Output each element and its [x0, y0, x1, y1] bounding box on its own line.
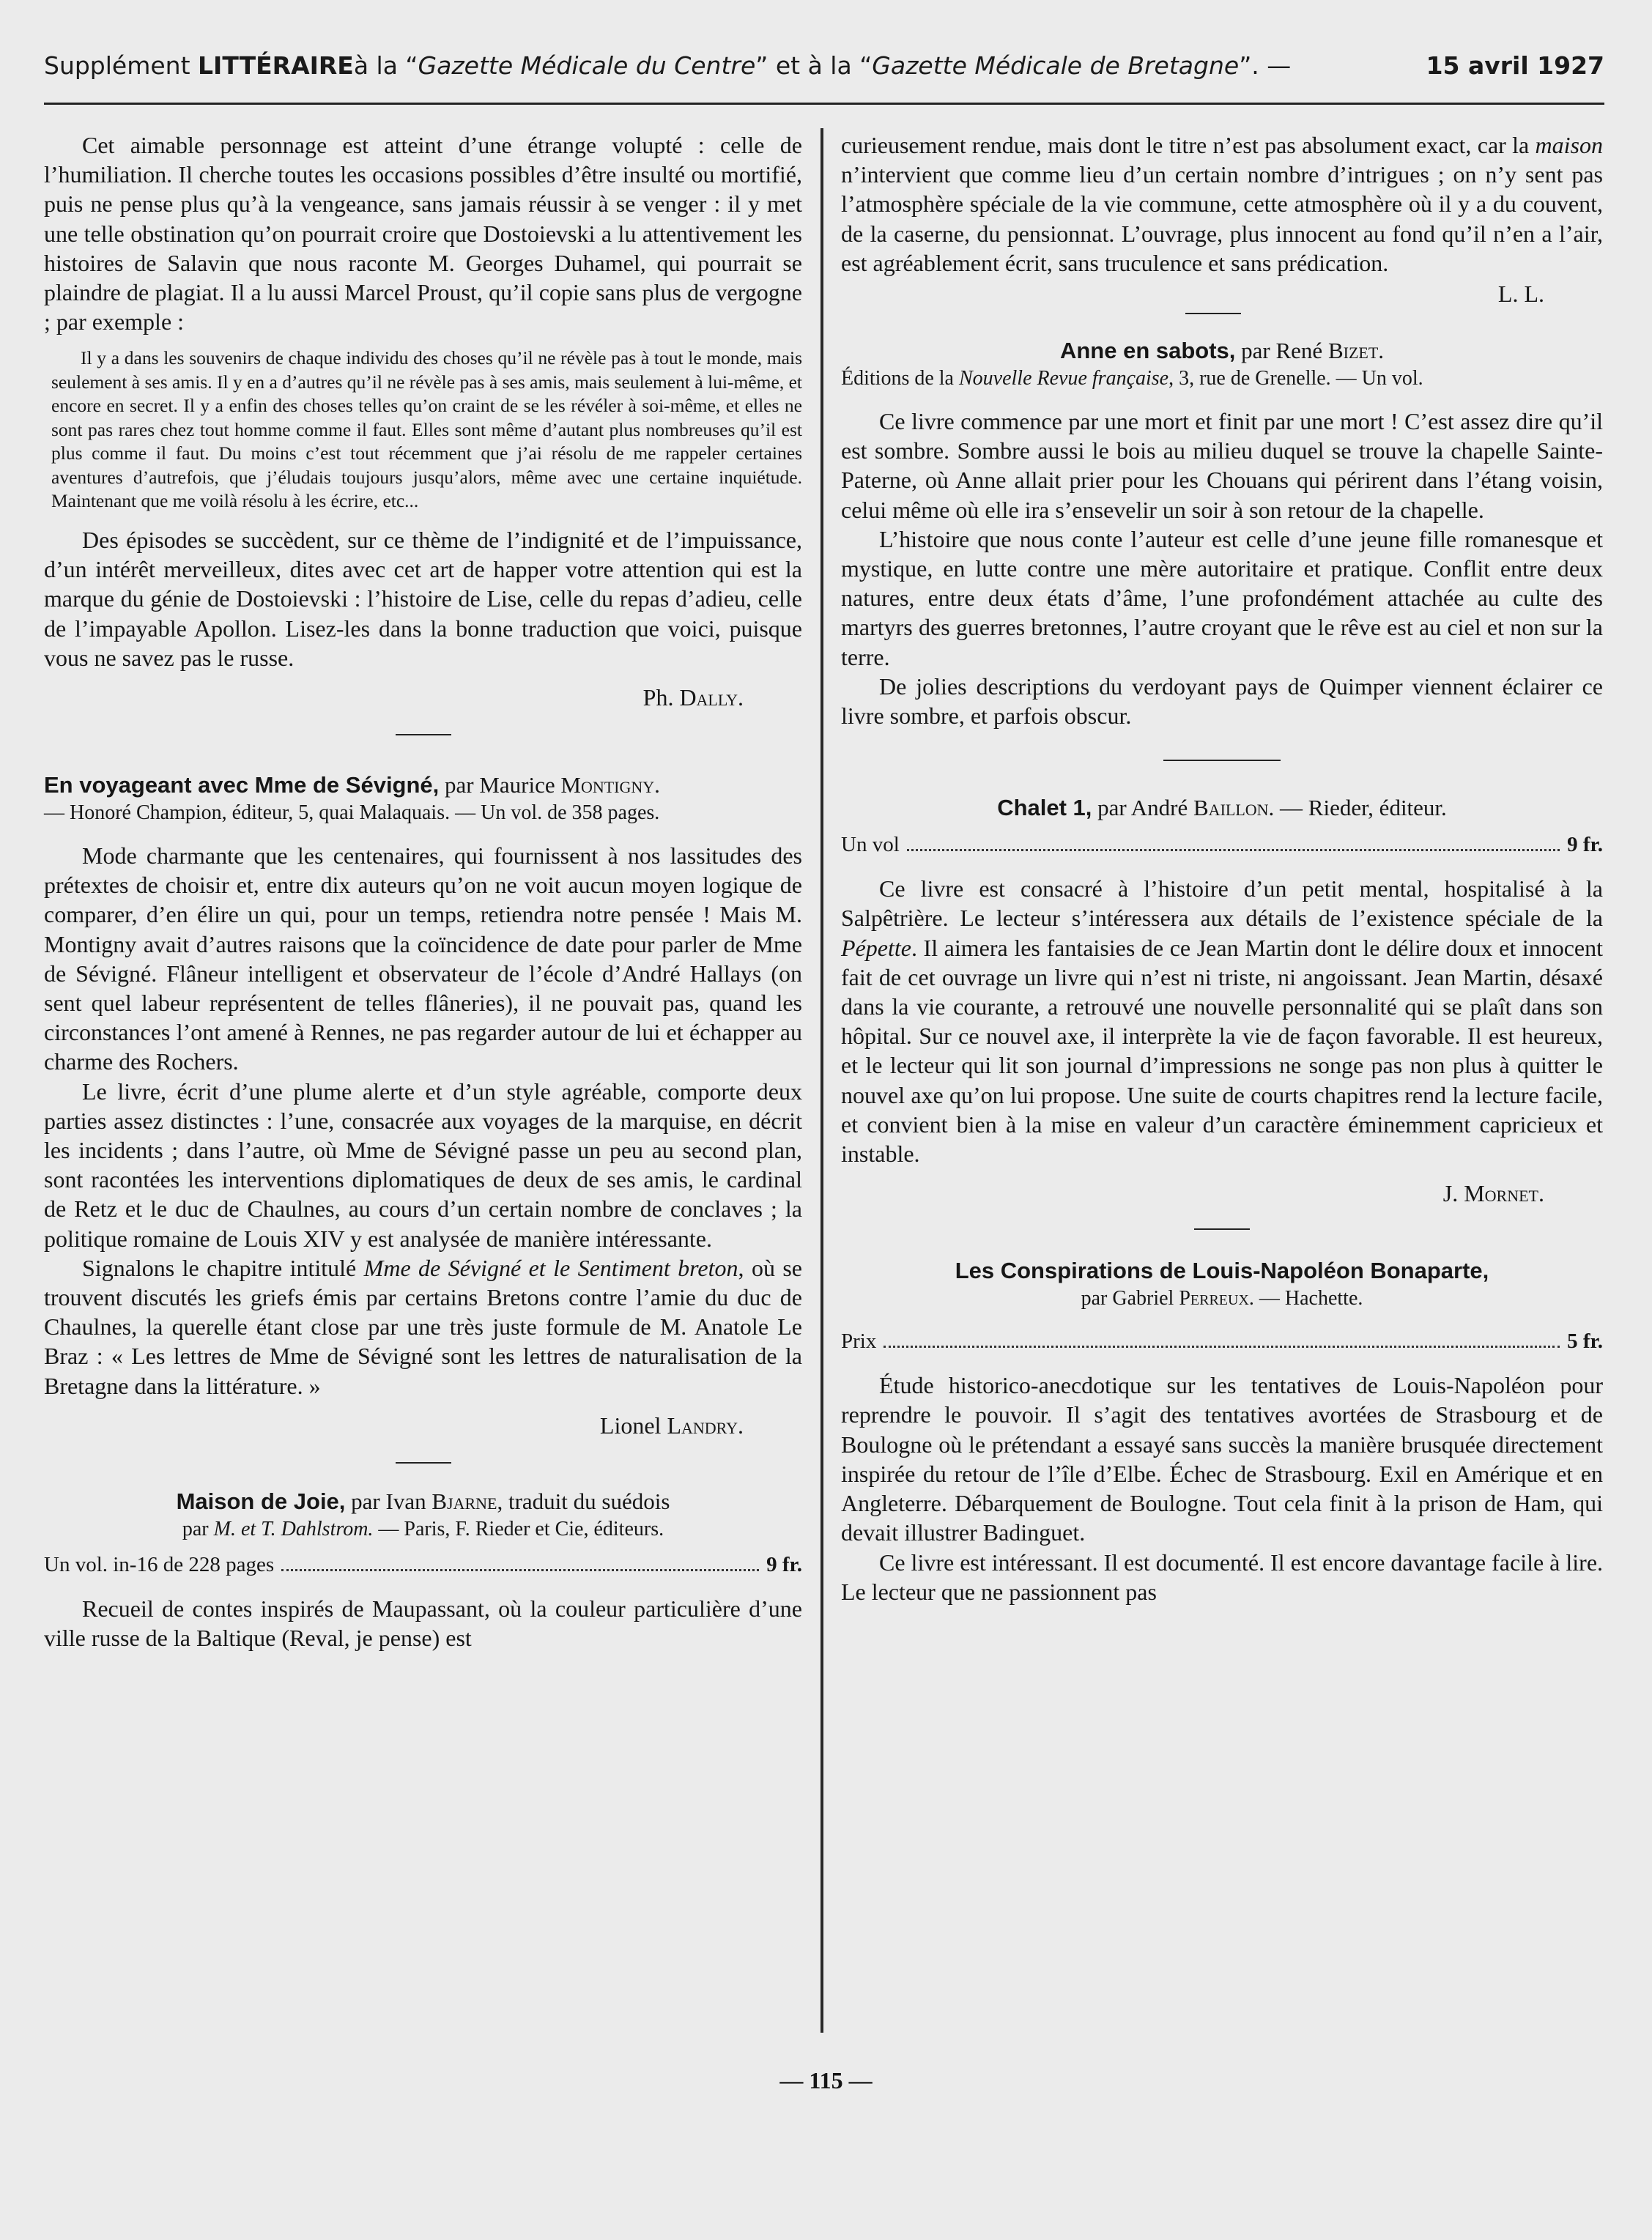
- napoleon-pub-a: par Gabriel: [1081, 1287, 1179, 1310]
- running-header: [44, 51, 1604, 95]
- sig-last: Mornet.: [1464, 1180, 1544, 1207]
- anne-publisher: [841, 366, 1603, 392]
- joie-cont-b: n’intervient que comme lieu d’un certain nombre d’intrigues ; on n’y sent pas l’atmosphère spéciale de la vie commune, cette atmosphère où il y a du couvent, de la caserne, du pensionnat. L’ouvrage, plus innocent au fond qu’il n’en a l’air, est agréablement écrit, sans truculence et sans prédication.: [841, 161, 1603, 276]
- sig-last: Landry.: [667, 1412, 744, 1439]
- separator: [396, 1462, 451, 1464]
- sevigne-publisher: — Honoré Champion, éditeur, 5, quai Malaquais. — Un vol. de 358 pages.: [44, 801, 660, 824]
- sevigne-paragraph-1: Mode charmante que les centenaires, qui fournissent à nos lassitudes des prétextes de choisir et, entre dix auteurs qu’on ne voit aucun moyen logique de comparer, d’en élire un qui, pour un temps, retiendra notre pensée ! Mais M. Montigny avait d’autres raisons que la coïncidence de date pour parler de Mme de Sévigné. Flâneur intelligent et observateur de l’école d’André Hallays (on sent quel labeur représentent de telles flâneries), il ne pouvait pas, quand les circonstances l’ont amené à Rennes, ne pas regarder autour de lui et échapper au charme des Rochers.: [44, 842, 802, 1075]
- anne-title: [841, 336, 1603, 366]
- sevigne-title: [44, 771, 802, 800]
- joie-author: Bjarne: [431, 1488, 497, 1514]
- joie-paragraph-start: Recueil de contes inspirés de Maupassant, où la couleur particulière d’une ville russe de la Baltique (Reval, je pense) est: [44, 1595, 802, 1651]
- napoleon-price: 5 fr.: [1567, 1329, 1603, 1354]
- napoleon-pub-b: — Hachette.: [1253, 1287, 1363, 1310]
- chalet-title: [841, 793, 1603, 823]
- separator: [1163, 760, 1281, 761]
- left-column: [44, 130, 802, 1653]
- joie-price: 9 fr.: [766, 1552, 802, 1576]
- chalet-publisher: — Rieder, éditeur.: [1274, 795, 1447, 821]
- anne-by: par René: [1235, 338, 1328, 364]
- joie-pub-b: — Paris, F. Rieder et Cie, éditeurs.: [373, 1517, 664, 1540]
- joie-paragraph-continued: [841, 130, 1603, 278]
- joie-price-line: [44, 1550, 802, 1579]
- joie-title: [44, 1487, 802, 1516]
- joie-signature: L. L.: [1497, 281, 1544, 308]
- sig-first: J.: [1442, 1180, 1464, 1207]
- chalet-title-text: Chalet 1,: [997, 795, 1092, 821]
- header-gazette-centre: Gazette Médicale du Centre: [418, 51, 756, 80]
- dostoievski-paragraph-1: Cet aimable personnage est atteint d’une étrange volupté : celle de l’humiliation. Il cherche toutes les occasions possibles d’être insulté ou mortifié, puis ne pense plus qu’à la vengeance, sans jamais réussir à se venger : il y met une telle obstination qu’on pourrait croire que Dostoievski a lu attentivement les histoires de Salavin que nous raconte M. Georges Duhamel, qui pourrait se plaindre de plagiat. Il a lu aussi Marcel Proust, qu’il copie sans plus de vergogne ; par exemple :: [44, 132, 802, 335]
- header-mid3: ”. —: [1239, 51, 1292, 80]
- sevigne-signature: [44, 1409, 744, 1442]
- chalet-paragraph-1: [841, 874, 1603, 1168]
- anne-pub-a: Éditions de la: [841, 367, 959, 390]
- napoleon-price-line: [841, 1327, 1603, 1356]
- dot-leader: [281, 1569, 759, 1571]
- anne-paragraph-1: Ce livre commence par une mort et finit par une mort ! C’est assez dire qu’il est sombre. Sombre aussi le bois au milieu duquel se trouve la chapelle Sainte-Paterne, où Anne allait prier pour les Chouans qui périrent dans l’étang voisin, celui même où elle ira s’ensevelir un soir à son retour de la chapelle.: [841, 408, 1603, 523]
- napoleon-title: Les Conspirations de Louis-Napoléon Bonaparte,: [955, 1258, 1489, 1284]
- napoleon-author: Perreux.: [1179, 1287, 1254, 1310]
- joie-publisher: [44, 1516, 802, 1543]
- header-prefix: Supplément: [44, 51, 190, 80]
- chalet-signature: [841, 1177, 1544, 1209]
- napoleon-paragraph-2: Ce livre est intéressant. Il est documenté. Il est encore davantage facile à lire. Le lecteur que ne passionnent pas: [841, 1549, 1604, 1605]
- dostoievski-paragraph-2: Des épisodes se succèdent, sur ce thème de l’indignité et de l’impuissance, d’un intérêt merveilleux, dites avec cet art de happer votre attention qui est la marque du génie de Dostoievski : l’histoire de Lise, celle du repas d’adieu, celle de l’impayable Apollon. Lisez-les dans la bonne traduction que voici, puisque vous ne savez pas le russe.: [44, 526, 802, 671]
- separator: [396, 734, 451, 735]
- dot-leader: [907, 849, 1560, 851]
- anne-paragraph-3: De jolies descriptions du verdoyant pays de Quimper viennent éclairer ce livre sombre, et parfois obscur.: [841, 672, 1603, 730]
- joie-translators: M. et T. Dahlstrom.: [213, 1517, 374, 1540]
- joie-cont-a: curieusement rendue, mais dont le titre n’est pas absolument exact, car la: [841, 132, 1536, 158]
- sevigne-paragraph-2: Le livre, écrit d’une plume alerte et d’un style agréable, comporte deux parties assez distinctes : l’une, consacrée aux voyages de la marquise, en décrit les incidents ; dans l’autre, où Mme de Sévigné passe un peu au second plan, sont racontées les interventions diplomatiques de deux de ses amis, le cardinal de Retz et le duc de Chaulnes, au cours d’un certain nombre de conclaves ; la politique romaine de Louis XIV y est analysée de manière intéressante.: [44, 1078, 802, 1252]
- joie-pub-a: par: [182, 1517, 214, 1540]
- joie-price-label: Un vol. in-16 de 228 pages: [44, 1552, 275, 1576]
- chalet-p1-a: Ce livre est consacré à l’histoire d’un petit mental, hospitalisé à la Salpêtrière. Le lecteur s’intéressera aux détails de l’existence spéciale de la: [841, 875, 1603, 932]
- sig-first: Lionel: [599, 1412, 667, 1439]
- header-gazette-bretagne: Gazette Médicale de Bretagne: [872, 51, 1240, 80]
- header-rule: [44, 103, 1604, 105]
- joie-cont-maison: maison: [1535, 132, 1603, 158]
- sevigne-p3-chapter: Mme de Sévigné et le Sentiment breton: [363, 1254, 738, 1281]
- anne-title-text: Anne en sabots,: [1059, 338, 1236, 364]
- sevigne-by: par Maurice: [439, 771, 561, 798]
- chalet-price-label: Un vol: [841, 833, 900, 857]
- napoleon-paragraph-1: Étude historico-anecdotique sur les tentatives de Louis-Napoléon pour reprendre le pouvoir. Il s’agit des tentatives avortées de Strasbourg et de Boulogne où le prétendant a essayé sans succès la manière brusquée directement inspirée du retour de l’île d’Elbe. Échec de Strasbourg. Exil en Amérique et en Angleterre. Débarquement de Boulogne. Tout cela finit à la prison de Ham, qui devait illustrer Badinguet.: [841, 1372, 1603, 1546]
- sevigne-title-text: En voyageant avec Mme de Sévigné,: [44, 771, 440, 798]
- sig-first: Ph.: [642, 683, 680, 711]
- header-mid2: ” et à la “: [755, 51, 873, 80]
- separator: [1194, 1228, 1250, 1230]
- anne-pub-revue: Nouvelle Revue française: [958, 367, 1169, 390]
- sevigne-paragraph-3: [44, 1253, 802, 1401]
- anne-pub-b: , 3, rue de Grenelle. — Un vol.: [1168, 367, 1423, 390]
- napoleon-price-label: Prix: [841, 1329, 877, 1354]
- napoleon-publisher: [841, 1286, 1603, 1312]
- dostoievski-quote: Il y a dans les souvenirs de chaque individu des choses qu’il ne révèle pas à tout le monde, mais seulement à ses amis. Il y en a d’autres qu’il ne révèle pas à ses amis, mais seulement à lui-même, et encore en secret. Il y a enfin des choses telles qu’on craint de se les révéler à soi-même, et elles ne sont pas rares chez tout homme comme il faut. Elles sont même d’autant plus nombreuses qu’il est plus comme il faut. Du moins c’est tout récemment que j’ai résolu de me rappeler certaines aventures d’autrefois, que j’éludais toujours jusqu’alors, même avec une certaine inquiétude. Maintenant que me voilà résolu à les écrire, etc...: [51, 347, 802, 512]
- page-number: — 115 —: [779, 2067, 873, 2093]
- sevigne-p3-a: Signalons le chapitre intitulé: [82, 1254, 364, 1281]
- header-litteraire: LITTÉRAIRE: [198, 51, 354, 80]
- column-divider: [821, 128, 823, 2033]
- right-column: [841, 130, 1603, 1606]
- anne-author: Bizet.: [1327, 338, 1385, 364]
- anne-paragraph-2: L’histoire que nous conte l’auteur est celle d’une jeune fille romanesque et mystique, en lutte contre une mère autoritaire et pratique. Conflit entre deux natures, entre deux états d’âme, l’une profondément attachée au culte des martyrs des guerres bretonnes, l’autre croyant que le rêve est au ciel et non sur la terre.: [841, 525, 1603, 670]
- header-date: 15 avril 1927: [1426, 51, 1604, 80]
- separator: [1185, 313, 1241, 314]
- chalet-price: 9 fr.: [1567, 833, 1603, 857]
- joie-translation: , traduit du suédois: [497, 1488, 670, 1514]
- chalet-p1-pepette: Pépette: [841, 934, 911, 961]
- sig-last: Dally.: [679, 683, 744, 711]
- chalet-p1-b: . Il aimera les fantaisies de ce Jean Martin dont le délire doux et innocent fait de cet ouvrage un livre qui n’est ni triste, ni angoissant. Jean Martin, désaxé dans la vie courante, a retrouvé une nouvelle personnalité qui se plaît dans son hôpital. Sur ce nouvel axe, il interprète la vie de façon favorable. Il est heureux, et le lecteur qui lit son journal d’impressions ne songe pas non plus à quitter le nouvel axe qu’on lui propose. Une suite de courts chapitres rend la lecture facile, et convient bien à la mise en valeur d’un caractère éminemment capricieux et instable.: [841, 934, 1603, 1168]
- chalet-price-line: [841, 830, 1603, 859]
- chalet-author: Baillon.: [1193, 795, 1275, 821]
- joie-title-text: Maison de Joie,: [176, 1488, 346, 1514]
- dot-leader: [884, 1346, 1560, 1348]
- chalet-by: par André: [1092, 795, 1193, 821]
- header-mid1: à la “: [353, 51, 418, 80]
- sevigne-p3-b: , où se trouvent discutés les griefs émis par certains Bretons contre l’amie du duc de Chaulnes, la querelle étant close par une très juste formule de M. Anatole Le Braz : « Les lettres de Mme de Sévigné sont les lettres de naturalisation de la Bretagne dans la littérature. »: [44, 1254, 803, 1399]
- dostoievski-signature: [44, 681, 744, 713]
- joie-by: par Ivan: [345, 1488, 432, 1514]
- sevigne-author: Montigny.: [560, 771, 660, 798]
